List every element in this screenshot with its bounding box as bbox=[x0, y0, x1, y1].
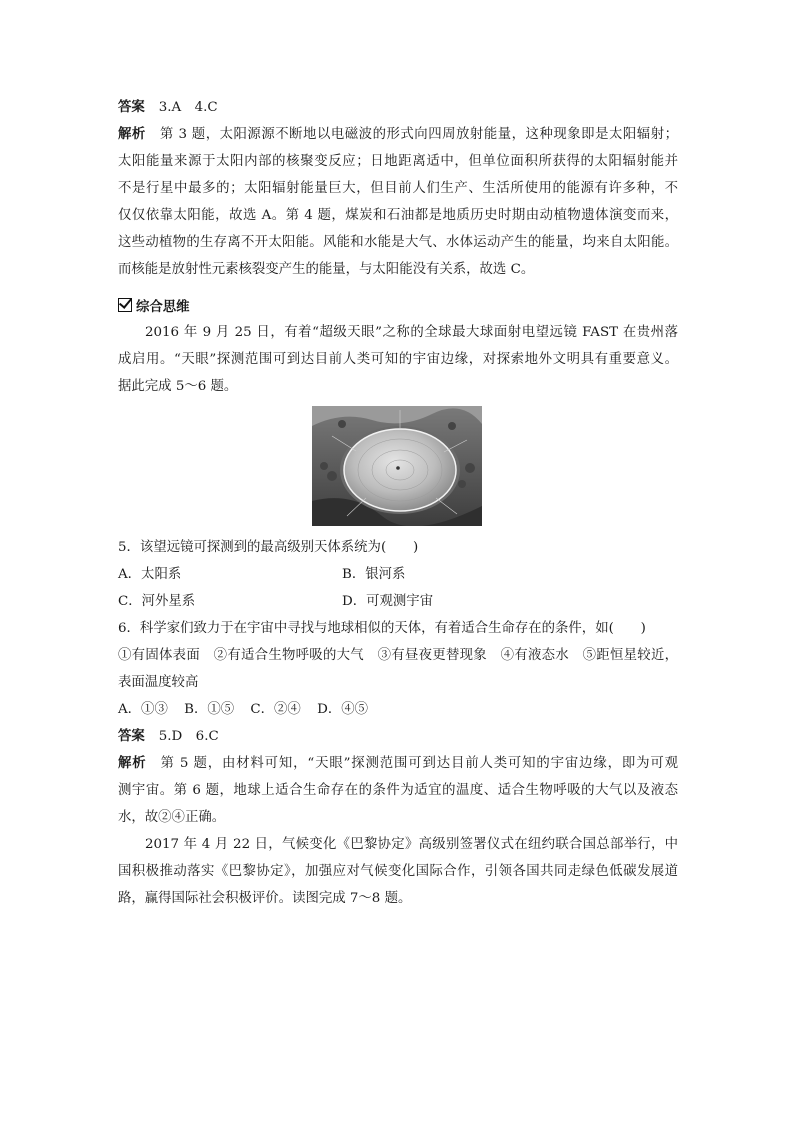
answer-line-2 bbox=[118, 723, 678, 750]
intro-line: 2016 年 9 月 25 日，有着“超级天眼”之称的全球最大球面射电望远镜 FAST 在贵州落 bbox=[145, 325, 678, 340]
option-b[interactable]: B．银河系 bbox=[342, 567, 406, 582]
answer-value: 3.A 4.C bbox=[158, 100, 218, 115]
analysis-line: 水，故②④正确。 bbox=[118, 810, 226, 825]
question-5-options-row bbox=[118, 588, 678, 615]
fast-telescope-photo bbox=[312, 406, 482, 526]
answer-label: 答案 bbox=[118, 100, 145, 115]
option-d[interactable]: D．可观测宇宙 bbox=[342, 594, 434, 609]
analysis-line: 这些动植物的生存离不开太阳能。风能和水能是大气、水体运动产生的能量，均来自太阳能。 bbox=[118, 235, 678, 250]
option-a[interactable]: A．①③ bbox=[118, 702, 168, 717]
analysis-line: 仅仅依靠太阳能，故选 A。第 4 题，煤炭和石油都是地质历史时期由动植物遗体演变而来， bbox=[118, 208, 678, 223]
option-c[interactable]: C．②④ bbox=[250, 702, 301, 717]
analysis-label: 解析 bbox=[118, 127, 146, 142]
analysis-line: 不是行星中最多的；太阳辐射能量巨大，但目前人们生产、生活所使用的能源有许多种，不 bbox=[118, 181, 678, 196]
question-6-stem: 6．科学家们致力于在宇宙中寻找与地球相似的天体，有着适合生命存在的条件，如( ) bbox=[118, 621, 646, 636]
intro-line: 成启用。“天眼”探测范围可到达目前人类可知的宇宙边缘，对探索地外文明具有重要意义。 bbox=[118, 352, 678, 367]
question-6-options bbox=[118, 696, 678, 723]
telescope-image-icon bbox=[312, 406, 482, 526]
option-b[interactable]: B．①⑤ bbox=[184, 702, 235, 717]
analysis-line: 测宇宙。第 6 题，地球上适合生命存在的条件为适宜的温度、适合生物呼吸的大气以及液态 bbox=[118, 783, 678, 798]
option-d[interactable]: D．④⑤ bbox=[317, 702, 368, 717]
analysis-label: 解析 bbox=[118, 756, 147, 771]
analysis-line: 而核能是放射性元素核裂变产生的能量，与太阳能没有关系，故选 C。 bbox=[118, 262, 535, 277]
section-title: 综合思维 bbox=[136, 299, 190, 315]
section-header bbox=[118, 291, 678, 319]
checkbox-icon bbox=[118, 298, 132, 312]
analysis-line: 太阳能量来源于太阳内部的核聚变反应；日地距离适中，但单位面积所获得的太阳辐射能并 bbox=[118, 154, 678, 169]
intro-line: 路，赢得国际社会积极评价。读图完成 7～8 题。 bbox=[118, 891, 412, 906]
analysis-line: 解析 第 3 题，太阳源源不断地以电磁波的形式向四周放射能量，这种现象即是太阳辐射； bbox=[118, 127, 679, 142]
question-6-items: 表面温度较高 bbox=[118, 675, 199, 690]
question-5-options-row bbox=[118, 561, 678, 588]
question-5-stem: 5．该望远镜可探测到的最高级别天体系统为( ) bbox=[118, 540, 419, 555]
answer-label: 答案 bbox=[118, 729, 145, 744]
option-c[interactable]: C．河外星系 bbox=[118, 594, 196, 609]
analysis-line: 解析 第 5 题，由材料可知，“天眼”探测范围可到达目前人类可知的宇宙边缘，即为可观 bbox=[118, 756, 678, 771]
intro-line: 2017 年 4 月 22 日，气候变化《巴黎协定》高级别签署仪式在纽约联合国总部举行，中 bbox=[145, 837, 678, 852]
answer-value: 5.D 6.C bbox=[158, 729, 219, 744]
intro-line: 国积极推动落实《巴黎协定》，加强应对气候变化国际合作，引领各国共同走绿色低碳发展道 bbox=[118, 864, 678, 879]
option-a[interactable]: A．太阳系 bbox=[118, 567, 182, 582]
document-page bbox=[118, 94, 678, 912]
question-6-items: ①有固体表面 ②有适合生物呼吸的大气 ③有昼夜更替现象 ④有液态水 ⑤距恒星较近， bbox=[118, 648, 678, 663]
intro-line: 据此完成 5～6 题。 bbox=[118, 379, 238, 394]
answer-line-1 bbox=[118, 94, 678, 121]
